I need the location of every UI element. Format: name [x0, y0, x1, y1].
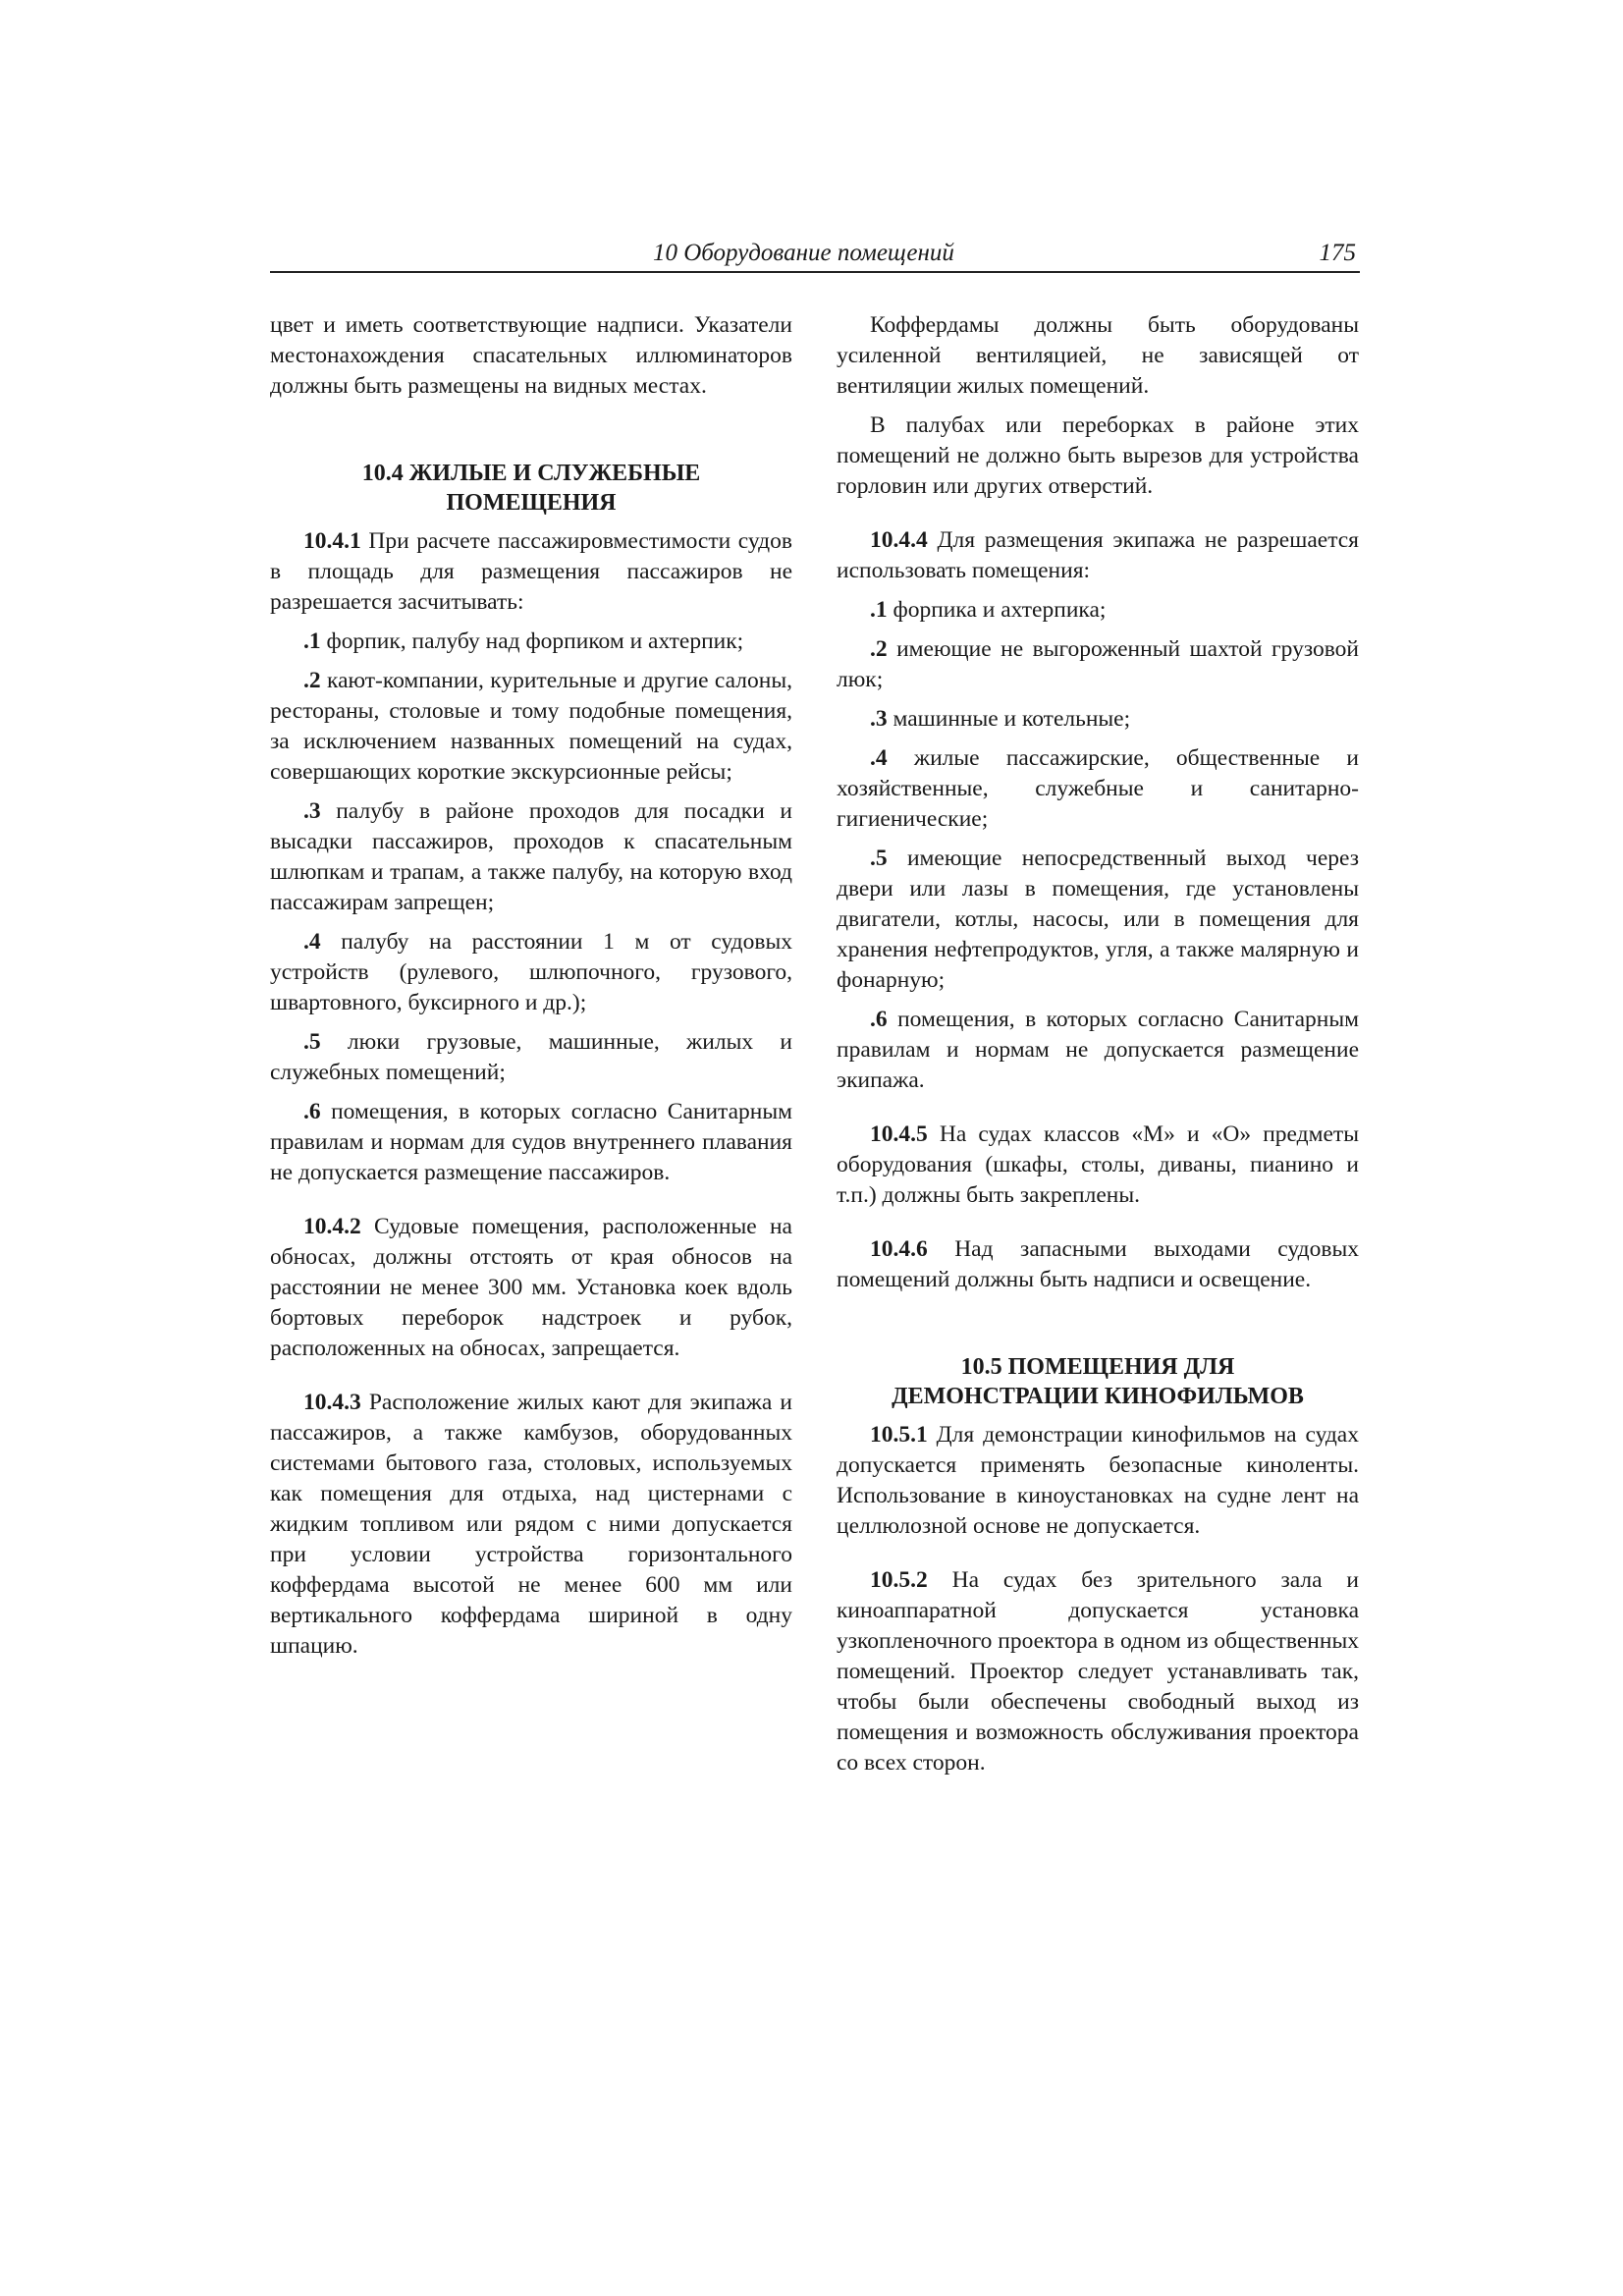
clause-text: При расчете пассажировместимости судов в площадь для размещения пассажиров не разрешается засчитывать: — [270, 528, 792, 615]
item-number: .4 — [870, 745, 888, 771]
clause-10-4-4 — [837, 525, 1359, 586]
item-text: палубу в районе проходов для посадки и высадки пассажиров, проходов к спасательным шлюпкам и трапам, а также палубу, на которую вход пассажирам запрещен; — [270, 798, 792, 915]
item-text: помещения, в которых согласно Санитарным правилам и нормам для судов внутреннего плавания не допускается размещение пассажиров. — [270, 1099, 792, 1185]
intro-paragraph: цвет и иметь соответствующие надписи. Указатели местонахождения спасательных иллюминаторов должны быть размещены на видных местах. — [270, 312, 792, 399]
list-item — [270, 796, 792, 918]
item-number: .1 — [303, 629, 321, 654]
item-text: жилые пассажирские, общественные и хозяйственные, служебные и санитарно-гигиенические; — [837, 745, 1359, 832]
clause-10-5-2 — [837, 1565, 1359, 1778]
running-header-title: 10 Оборудование помещений — [653, 240, 954, 266]
item-text: форпика и ахтерпика; — [887, 597, 1107, 623]
item-number: .6 — [870, 1007, 888, 1032]
list-item — [270, 1027, 792, 1088]
list-item — [270, 927, 792, 1018]
clause-text: Судовые помещения, расположенные на обносах, должны отстоять от края обносов на расстоянии не менее 300 мм. Установка коек вдоль бортовых переборок надстроек и рубок, расположенных на обносах, запрещается. — [270, 1214, 792, 1361]
cofferdam-paragraph: Коффердамы должны быть оборудованы усиленной вентиляцией, не зависящей от вентиляции жилых помещений. — [837, 312, 1359, 399]
clause-10-4-6 — [837, 1234, 1359, 1295]
clause-number: 10.4.2 — [303, 1214, 361, 1239]
clause-number: 10.4.4 — [870, 527, 928, 553]
page-number: 175 — [1319, 240, 1356, 266]
list-item — [837, 595, 1359, 626]
clause-10-4-5 — [837, 1120, 1359, 1211]
list-item — [837, 844, 1359, 996]
clause-text: На судах без зрительного зала и киноаппаратной допускается установка узкопленочного проектора в одном из общественных помещений. Проектор следует устанавливать так, чтобы были обеспечены свободный выход из помещения и возможность обслуживания проектора со всех сторон. — [837, 1567, 1359, 1776]
section-heading-10-5 — [837, 1352, 1359, 1411]
item-number: .5 — [303, 1029, 321, 1055]
clause-number: 10.4.5 — [870, 1121, 928, 1147]
list-item — [837, 1005, 1359, 1096]
running-header — [270, 236, 1360, 273]
clause-10-4-1 — [270, 526, 792, 618]
item-text: имеющие непосредственный выход через двери или лазы в помещения, где установлены двигатели, котлы, насосы, или в помещения для хранения нефтепродуктов, угля, а также малярную и фонарную; — [837, 846, 1359, 993]
clause-10-4-3 — [270, 1388, 792, 1662]
item-text: имеющие не выгороженный шахтой грузовой люк; — [837, 636, 1359, 692]
clause-number: 10.5.2 — [870, 1567, 928, 1593]
heading-line: 10.4 ЖИЛЫЕ И СЛУЖЕБНЫЕ — [361, 461, 701, 486]
list-item — [270, 666, 792, 788]
clause-10-5-1 — [837, 1420, 1359, 1542]
clause-text: Для размещения экипажа не разрешается использовать помещения: — [837, 527, 1359, 583]
list-item — [837, 704, 1359, 735]
clause-number: 10.4.1 — [303, 528, 361, 554]
heading-line: ДЕМОНСТРАЦИИ КИНОФИЛЬМОВ — [892, 1384, 1304, 1409]
list-item — [270, 627, 792, 657]
item-number: .1 — [870, 597, 888, 623]
clause-text: Для демонстрации кинофильмов на судах допускается применять безопасные киноленты. Использование в киноустановках на судне лент на целлюлозной основе не допускается. — [837, 1422, 1359, 1539]
item-text: кают-компании, курительные и другие салоны, рестораны, столовые и тому подобные помещения, за исключением названных помещений на судах, совершающих короткие экскурсионные рейсы; — [270, 668, 792, 785]
clause-number: 10.5.1 — [870, 1422, 928, 1448]
clause-text: На судах классов «М» и «О» предметы оборудования (шкафы, столы, диваны, пианино и т.п.) должны быть закреплены. — [837, 1121, 1359, 1208]
item-text: помещения, в которых согласно Санитарным правилам и нормам не допускается размещение экипажа. — [837, 1007, 1359, 1093]
section-heading-10-4 — [270, 459, 792, 518]
item-number: .3 — [870, 706, 888, 732]
clause-number: 10.4.3 — [303, 1390, 361, 1415]
right-column — [837, 310, 1359, 1778]
clause-text: Расположение жилых кают для экипажа и пассажиров, а также камбузов, оборудованных системами бытового газа, столовых, используемых как помещения для отдыха, над цистернами с жидким топливом или рядом с ними допускается при условии устройства горизонтального коффердама высотой не менее 600 мм или вертикального коффердама шириной в одну шпацию. — [270, 1390, 792, 1659]
item-text: люки грузовые, машинные, жилых и служебных помещений; — [270, 1029, 792, 1085]
clause-text: Над запасными выходами судовых помещений должны быть надписи и освещение. — [837, 1236, 1359, 1292]
item-text: машинные и котельные; — [887, 706, 1131, 732]
item-number: .2 — [870, 636, 888, 662]
item-number: .5 — [870, 846, 888, 871]
list-item — [837, 743, 1359, 835]
heading-line: ПОМЕЩЕНИЯ — [446, 490, 617, 516]
clause-number: 10.4.6 — [870, 1236, 928, 1262]
left-column — [270, 310, 792, 1662]
item-number: .6 — [303, 1099, 321, 1124]
item-number: .4 — [303, 929, 321, 955]
clause-10-4-2 — [270, 1212, 792, 1364]
item-text: форпик, палубу над форпиком и ахтерпик; — [320, 629, 744, 654]
list-item — [270, 1097, 792, 1188]
list-item — [837, 634, 1359, 695]
heading-line: 10.5 ПОМЕЩЕНИЯ ДЛЯ — [960, 1354, 1235, 1380]
cofferdam-paragraph: В палубах или переборках в районе этих помещений не должно быть вырезов для устройства горловин или других отверстий. — [837, 412, 1359, 499]
item-number: .3 — [303, 798, 321, 824]
item-number: .2 — [303, 668, 321, 693]
item-text: палубу на расстоянии 1 м от судовых устройств (рулевого, шлюпочного, грузового, швартовного, буксирного и др.); — [270, 929, 792, 1015]
